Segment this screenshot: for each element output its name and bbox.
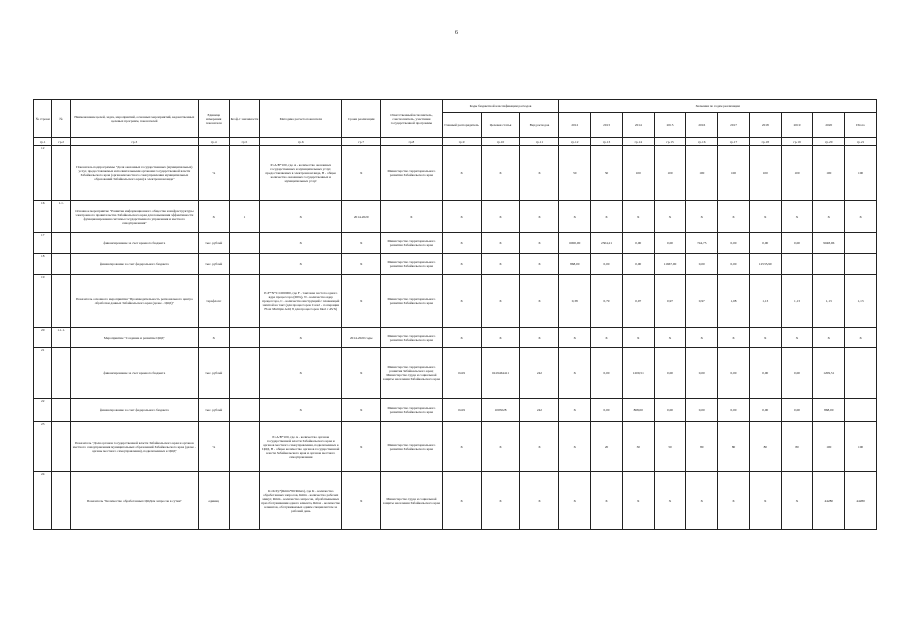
table-cell: Х bbox=[749, 201, 781, 233]
table-cell: K=K/Гр*(Rmin*60/Rmax), где K - количество обработанных запросов, Кmin - количество рабочих минут, Rmin - количество запросов, обрабатываемых при обслуживании одного клиента, Rmax - количество клиентов, обслуживаемых одним специалистом за рабочий день bbox=[260, 472, 342, 530]
table-cell: Х bbox=[342, 399, 381, 422]
table-cell: 2304,21 bbox=[591, 233, 623, 254]
table-cell bbox=[229, 254, 260, 275]
table-cell: 0,00 bbox=[686, 254, 718, 275]
table-cell: 0,00 bbox=[622, 233, 654, 254]
header-year: 2014 bbox=[622, 113, 654, 138]
table-cell: Х bbox=[520, 472, 559, 530]
column-number: гр.21 bbox=[845, 138, 877, 146]
table-cell bbox=[781, 254, 813, 275]
table-cell: 44280 bbox=[813, 472, 845, 530]
table-cell: 100 bbox=[654, 146, 686, 201]
table-cell: 20 bbox=[591, 422, 623, 472]
header-year: 2012 bbox=[559, 113, 591, 138]
table-row bbox=[34, 275, 877, 328]
table-cell: 1.1.1. bbox=[52, 328, 70, 348]
table-cell: 100 bbox=[845, 422, 877, 472]
table-cell: 18 bbox=[34, 254, 52, 275]
header-term: Сроки реализации bbox=[342, 100, 381, 138]
table-cell: Х bbox=[559, 348, 591, 399]
table-cell: 100 bbox=[781, 146, 813, 201]
table-cell: Х bbox=[342, 233, 381, 254]
table-cell: Х bbox=[559, 472, 591, 530]
table-cell: Х bbox=[481, 472, 520, 530]
table-cell: 19 bbox=[34, 275, 52, 328]
table-cell: 1209,51 bbox=[813, 348, 845, 399]
column-number: гр.15 bbox=[654, 138, 686, 146]
table-cell: 0,97 bbox=[654, 275, 686, 328]
table-cell bbox=[52, 254, 70, 275]
table-cell: 0,00 bbox=[686, 348, 718, 399]
table-cell: 0,00 bbox=[654, 399, 686, 422]
table-cell: Х bbox=[591, 472, 623, 530]
table-cell: Х bbox=[260, 233, 342, 254]
header-year: 2017 bbox=[718, 113, 750, 138]
column-number: гр.3 bbox=[70, 138, 198, 146]
header-year: 2019 bbox=[781, 113, 813, 138]
table-cell: Х bbox=[260, 328, 342, 348]
table-cell bbox=[229, 146, 260, 201]
table-cell: Х bbox=[342, 275, 381, 328]
table-cell: Х bbox=[591, 328, 623, 348]
table-cell: Х bbox=[442, 422, 481, 472]
table-cell: Х bbox=[749, 328, 781, 348]
column-number: гр.19 bbox=[781, 138, 813, 146]
table-cell: Х bbox=[481, 275, 520, 328]
table-cell: Х bbox=[813, 328, 845, 348]
table-cell: 100 bbox=[718, 146, 750, 201]
column-number: гр.4 bbox=[198, 138, 229, 146]
table-cell bbox=[52, 472, 70, 530]
table-cell: Х bbox=[481, 233, 520, 254]
header-year-values: Значения по годам реализации bbox=[559, 100, 877, 113]
column-number: гр.6 bbox=[260, 138, 342, 146]
table-cell: терафлопс bbox=[198, 275, 229, 328]
table-cell: % bbox=[198, 422, 229, 472]
header-grbs: Главный распорядитель bbox=[442, 113, 481, 138]
table-cell: Х bbox=[342, 422, 381, 472]
table-cell: Х bbox=[781, 328, 813, 348]
table-cell: 80 bbox=[781, 422, 813, 472]
table-cell: 50 bbox=[559, 146, 591, 201]
table-cell bbox=[52, 348, 70, 399]
table-cell: тыс. рублей bbox=[198, 348, 229, 399]
table-cell: 242 bbox=[520, 399, 559, 422]
table-cell: Х bbox=[198, 328, 229, 348]
table-cell: Х bbox=[654, 472, 686, 530]
table-cell: Показатель основного мероприятия "Производительность регионального центра обработки данных Забайкальского края (далее - ЦОД)" bbox=[70, 275, 198, 328]
table-cell: Х bbox=[559, 328, 591, 348]
table-cell: P=F*N*C/1000000, где F - тактовая частота одного ядра процессора (МГц), N - количество ядер процессора, C - количество инструкций с плавающей запятой на такт (для процессоров Core2 - 4 операции Float Multiple Add; 8 для процессоров Intel с AVX) bbox=[260, 275, 342, 328]
table-cell: 2014-2020 годы bbox=[342, 328, 381, 348]
table-cell: P=A/B*100, где A - количество органов государственной власти Забайкальского края и органов местного самоуправления, подключенных к ЦОД, B - общее количество органов государственной власти Забайкальского края и органов местного самоуправления bbox=[260, 422, 342, 472]
column-number: гр.7 bbox=[342, 138, 381, 146]
table-cell: Х bbox=[442, 472, 481, 530]
table-cell: Х bbox=[654, 201, 686, 233]
table-cell: 868,00 bbox=[622, 399, 654, 422]
table-cell: 0,00 bbox=[654, 348, 686, 399]
column-number-row bbox=[34, 138, 877, 146]
table-cell: 100 bbox=[749, 146, 781, 201]
table-cell: 50 bbox=[654, 422, 686, 472]
table-cell: 0,00 bbox=[718, 254, 750, 275]
table-cell: 20 bbox=[34, 328, 52, 348]
table-cell: 0419 bbox=[442, 348, 481, 399]
table-cell: тыс. рублей bbox=[198, 254, 229, 275]
table-cell: тыс. рублей bbox=[198, 399, 229, 422]
table-cell: 0,00 bbox=[718, 233, 750, 254]
table-cell: Х bbox=[718, 201, 750, 233]
table-cell: Х bbox=[845, 328, 877, 348]
table-cell: Х bbox=[260, 348, 342, 399]
table-cell: 0419464411 bbox=[481, 348, 520, 399]
header-coefficient: Коэф-т значимости bbox=[229, 100, 260, 138]
table-row bbox=[34, 254, 877, 275]
table-cell: Х bbox=[559, 399, 591, 422]
table-cell: 6000,00 bbox=[559, 233, 591, 254]
table-cell: 2014-2020 bbox=[342, 201, 381, 233]
header-index: № bbox=[52, 100, 70, 138]
table-cell: Х bbox=[442, 233, 481, 254]
table-cell bbox=[52, 399, 70, 422]
table-cell: Х bbox=[342, 254, 381, 275]
table-cell: Основное мероприятие "Развитие информационного общества и инфраструктуры электронного правительства Забайкальского края для повышения эффективности функционирования системы государственного управления и местного самоуправления" bbox=[70, 201, 198, 233]
table-cell bbox=[845, 399, 877, 422]
table-cell: 80 bbox=[718, 422, 750, 472]
table-cell: Х bbox=[520, 328, 559, 348]
table-cell: финансирование за счет федерального бюджета bbox=[70, 399, 198, 422]
table-cell: финансирование за счет федерального бюджета bbox=[70, 254, 198, 275]
table-cell: Министерство территориального развития Забайкальского края; Министерство труда и социальной защиты населения Забайкальского края bbox=[381, 348, 442, 399]
table-cell: Х bbox=[481, 146, 520, 201]
table-cell: Министерство труда и социальной защиты населения Забайкальского края bbox=[381, 472, 442, 530]
table-cell bbox=[52, 233, 70, 254]
table-cell: Х bbox=[481, 254, 520, 275]
table-cell: Х bbox=[260, 254, 342, 275]
table-cell: Х bbox=[749, 472, 781, 530]
table-cell: Показатель подпрограммы "Доля оказанных государственных (муниципальных) услуг, предоставляемых исполнительными органами государственной власти Забайкальского края (органами местного самоуправления муниципальных образований Забайкальского края) в электронном виде" bbox=[70, 146, 198, 201]
table-cell: 1,08 bbox=[718, 275, 750, 328]
table-cell bbox=[229, 328, 260, 348]
table-cell: 21 bbox=[34, 348, 52, 399]
table-cell bbox=[52, 422, 70, 472]
table-cell: Х bbox=[442, 254, 481, 275]
table-cell: Министерство территориального развития Забайкальского края bbox=[381, 422, 442, 472]
table-cell: Х bbox=[622, 328, 654, 348]
page-number: 6 bbox=[455, 30, 458, 36]
table-cell: Министерство территориального развития Забайкальского края bbox=[381, 146, 442, 201]
table-cell: 12 bbox=[34, 146, 52, 201]
table-cell bbox=[845, 254, 877, 275]
table-row bbox=[34, 233, 877, 254]
table-cell: 0,00 bbox=[686, 399, 718, 422]
table-cell: 1.1. bbox=[52, 201, 70, 233]
table-cell: тыс. рублей bbox=[198, 233, 229, 254]
table-cell: 30 bbox=[622, 422, 654, 472]
table-cell: 0,97 bbox=[686, 275, 718, 328]
column-number: гр.20 bbox=[813, 138, 845, 146]
table-cell: Х bbox=[845, 201, 877, 233]
column-number: гр.14 bbox=[622, 138, 654, 146]
table-cell: Х bbox=[481, 201, 520, 233]
table-cell: единиц bbox=[198, 472, 229, 530]
table-cell: 100 bbox=[813, 422, 845, 472]
table-cell: Х bbox=[442, 201, 481, 233]
table-cell: Х bbox=[781, 201, 813, 233]
table-cell bbox=[52, 275, 70, 328]
header-row-1 bbox=[34, 100, 877, 113]
table-cell: Министерство территориального развития Забайкальского края bbox=[381, 233, 442, 254]
table-cell: Х bbox=[442, 328, 481, 348]
table-cell bbox=[229, 399, 260, 422]
table-cell bbox=[229, 348, 260, 399]
table-cell: 1005028 bbox=[481, 399, 520, 422]
table-cell: 0,00 bbox=[718, 399, 750, 422]
table-cell: Х bbox=[686, 472, 718, 530]
table-cell: 1 bbox=[229, 201, 260, 233]
table-cell: 0419 bbox=[442, 399, 481, 422]
table-cell: 0,00 bbox=[654, 233, 686, 254]
table-cell: 11667,90 bbox=[654, 254, 686, 275]
table-row bbox=[34, 399, 877, 422]
header-target-item: Целевая статья bbox=[481, 113, 520, 138]
header-total: Итого bbox=[845, 113, 877, 138]
table-cell: Х bbox=[686, 328, 718, 348]
header-budget-codes: Коды бюджетной классификации расходов bbox=[442, 100, 559, 113]
column-number: гр.5 bbox=[229, 138, 260, 146]
column-number: гр.9 bbox=[442, 138, 481, 146]
table-cell: 17 bbox=[34, 233, 52, 254]
table-cell: 744,75 bbox=[686, 233, 718, 254]
column-number: гр.16 bbox=[686, 138, 718, 146]
table-cell: Х bbox=[622, 201, 654, 233]
table-cell: Х bbox=[520, 254, 559, 275]
header-year: 2015 bbox=[654, 113, 686, 138]
table-cell: 868,00 bbox=[559, 254, 591, 275]
header-name: Наименование целей, задач, мероприятий, основных мероприятий, ведомственных целевых программ, показателей bbox=[70, 100, 198, 138]
table-cell: Х bbox=[381, 201, 442, 233]
column-number: гр.8 bbox=[381, 138, 442, 146]
table-cell: Министерство территориального развития Забайкальского края bbox=[381, 328, 442, 348]
table-cell: Х bbox=[198, 201, 229, 233]
header-responsible: Ответственный исполнитель, соисполнитель, участники государственной программы bbox=[381, 100, 442, 138]
header-row-number: № строки bbox=[34, 100, 52, 138]
table-cell: 242 bbox=[520, 348, 559, 399]
table-cell: Х bbox=[622, 472, 654, 530]
table-row bbox=[34, 328, 877, 348]
table-row bbox=[34, 348, 877, 399]
column-number: гр.2 bbox=[52, 138, 70, 146]
table-cell: 80 bbox=[686, 422, 718, 472]
table-cell: Х bbox=[481, 422, 520, 472]
table-cell: 16 bbox=[34, 201, 52, 233]
table-cell: 23 bbox=[34, 422, 52, 472]
table-cell: 0,00 bbox=[591, 254, 623, 275]
table-cell: 1,13 bbox=[749, 275, 781, 328]
table-cell: 0,00 bbox=[749, 233, 781, 254]
table-cell: 12535,90 bbox=[749, 254, 781, 275]
column-number: гр.10 bbox=[481, 138, 520, 146]
table-cell: 100 bbox=[686, 146, 718, 201]
table-cell bbox=[229, 233, 260, 254]
table-cell: Х bbox=[260, 399, 342, 422]
column-number: гр.1 bbox=[34, 138, 52, 146]
table-body bbox=[34, 146, 877, 530]
table-cell: Х bbox=[520, 422, 559, 472]
table-cell bbox=[845, 233, 877, 254]
table-cell: Х bbox=[559, 422, 591, 472]
table-cell: P=A/B*100, где A - количество оказанных государственных и муниципальных услуг, предоставляемых в электронном виде, B - общее количество оказанных государственных и муниципальных услуг bbox=[260, 146, 342, 201]
table-cell: 1209,51 bbox=[622, 348, 654, 399]
table-cell: Х bbox=[520, 146, 559, 201]
column-number: гр.18 bbox=[749, 138, 781, 146]
table-cell: Х bbox=[520, 275, 559, 328]
table-cell: Х bbox=[520, 201, 559, 233]
table-cell: финансирование за счет краевого бюджета bbox=[70, 233, 198, 254]
table-cell: Мероприятие "Создание и развитие ЦОД" bbox=[70, 328, 198, 348]
program-table bbox=[33, 99, 877, 530]
table-cell: Х bbox=[442, 146, 481, 201]
table-cell: Х bbox=[260, 201, 342, 233]
table-cell: 0,00 bbox=[781, 399, 813, 422]
table-cell: Х bbox=[342, 348, 381, 399]
table-cell: 0,00 bbox=[781, 348, 813, 399]
header-year: 2016 bbox=[686, 113, 718, 138]
table-cell: 0,00 bbox=[622, 254, 654, 275]
table-cell: Показатель "Доля органов государственной власти Забайкальского края и органов местного самоуправления муниципальных образований Забайкальского края (далее - органы местного самоуправления), подключенных к ЦОД" bbox=[70, 422, 198, 472]
header-unit: Единица измерения показателя bbox=[198, 100, 229, 138]
table-cell: 868,00 bbox=[813, 399, 845, 422]
table-cell: 0,00 bbox=[591, 399, 623, 422]
table-cell: % bbox=[198, 146, 229, 201]
table-cell: 9048,96 bbox=[813, 233, 845, 254]
table-cell: Х bbox=[559, 201, 591, 233]
table-cell bbox=[229, 422, 260, 472]
table-cell: Министерство территориального развития Забайкальского края bbox=[381, 254, 442, 275]
table-cell: 22 bbox=[34, 399, 52, 422]
table-cell: Х bbox=[654, 328, 686, 348]
header-expense-type: Вид расходов bbox=[520, 113, 559, 138]
table-row bbox=[34, 472, 877, 530]
header-year: 2018 bbox=[749, 113, 781, 138]
column-number: гр.12 bbox=[559, 138, 591, 146]
table-cell: Показатель "Количество обработанных ЦОДом запросов в сутки" bbox=[70, 472, 198, 530]
table-cell: Министерство территориального развития Забайкальского края bbox=[381, 399, 442, 422]
table-cell: 0,79 bbox=[591, 275, 623, 328]
table-cell: 0,38 bbox=[559, 275, 591, 328]
table-cell: Х bbox=[481, 328, 520, 348]
table-cell: Х bbox=[718, 328, 750, 348]
column-number: гр.11 bbox=[520, 138, 559, 146]
table-cell: 0,00 bbox=[781, 233, 813, 254]
table-cell: 1,13 bbox=[845, 275, 877, 328]
table-cell: Х bbox=[520, 233, 559, 254]
table-row bbox=[34, 422, 877, 472]
table-cell: 24 bbox=[34, 472, 52, 530]
table-cell: 100 bbox=[845, 146, 877, 201]
table-cell: Х bbox=[718, 472, 750, 530]
table-cell bbox=[52, 146, 70, 201]
table-cell: 0,00 bbox=[749, 399, 781, 422]
table-cell: 0,00 bbox=[591, 348, 623, 399]
table-cell: Х bbox=[342, 472, 381, 530]
table-cell: Х bbox=[686, 201, 718, 233]
table-cell: 44280 bbox=[845, 472, 877, 530]
table-cell: 1,13 bbox=[813, 275, 845, 328]
table-cell: 0,97 bbox=[622, 275, 654, 328]
header-method: Методика расчета показателя bbox=[260, 100, 342, 138]
table-cell bbox=[845, 348, 877, 399]
table-cell: 1,13 bbox=[781, 275, 813, 328]
table-cell: Х bbox=[342, 146, 381, 201]
table-cell: Х bbox=[591, 201, 623, 233]
table-cell bbox=[229, 472, 260, 530]
table-cell: 100 bbox=[622, 146, 654, 201]
table-cell: Х bbox=[781, 472, 813, 530]
column-number: гр.17 bbox=[718, 138, 750, 146]
column-number: гр.13 bbox=[591, 138, 623, 146]
table-cell bbox=[813, 254, 845, 275]
table-row bbox=[34, 146, 877, 201]
table-cell: 0,00 bbox=[749, 348, 781, 399]
header-year: 2020 bbox=[813, 113, 845, 138]
table-row bbox=[34, 201, 877, 233]
table-cell: Министерство территориального развития Забайкальского края bbox=[381, 275, 442, 328]
table-cell: 50 bbox=[591, 146, 623, 201]
table-cell bbox=[229, 275, 260, 328]
table-cell: 100 bbox=[813, 146, 845, 201]
table-cell: Х bbox=[813, 201, 845, 233]
table-cell: финансирование за счет краевого бюджета bbox=[70, 348, 198, 399]
table-cell: 0,00 bbox=[718, 348, 750, 399]
header-year: 2013 bbox=[591, 113, 623, 138]
table-cell: 80 bbox=[749, 422, 781, 472]
table-cell: Х bbox=[442, 275, 481, 328]
